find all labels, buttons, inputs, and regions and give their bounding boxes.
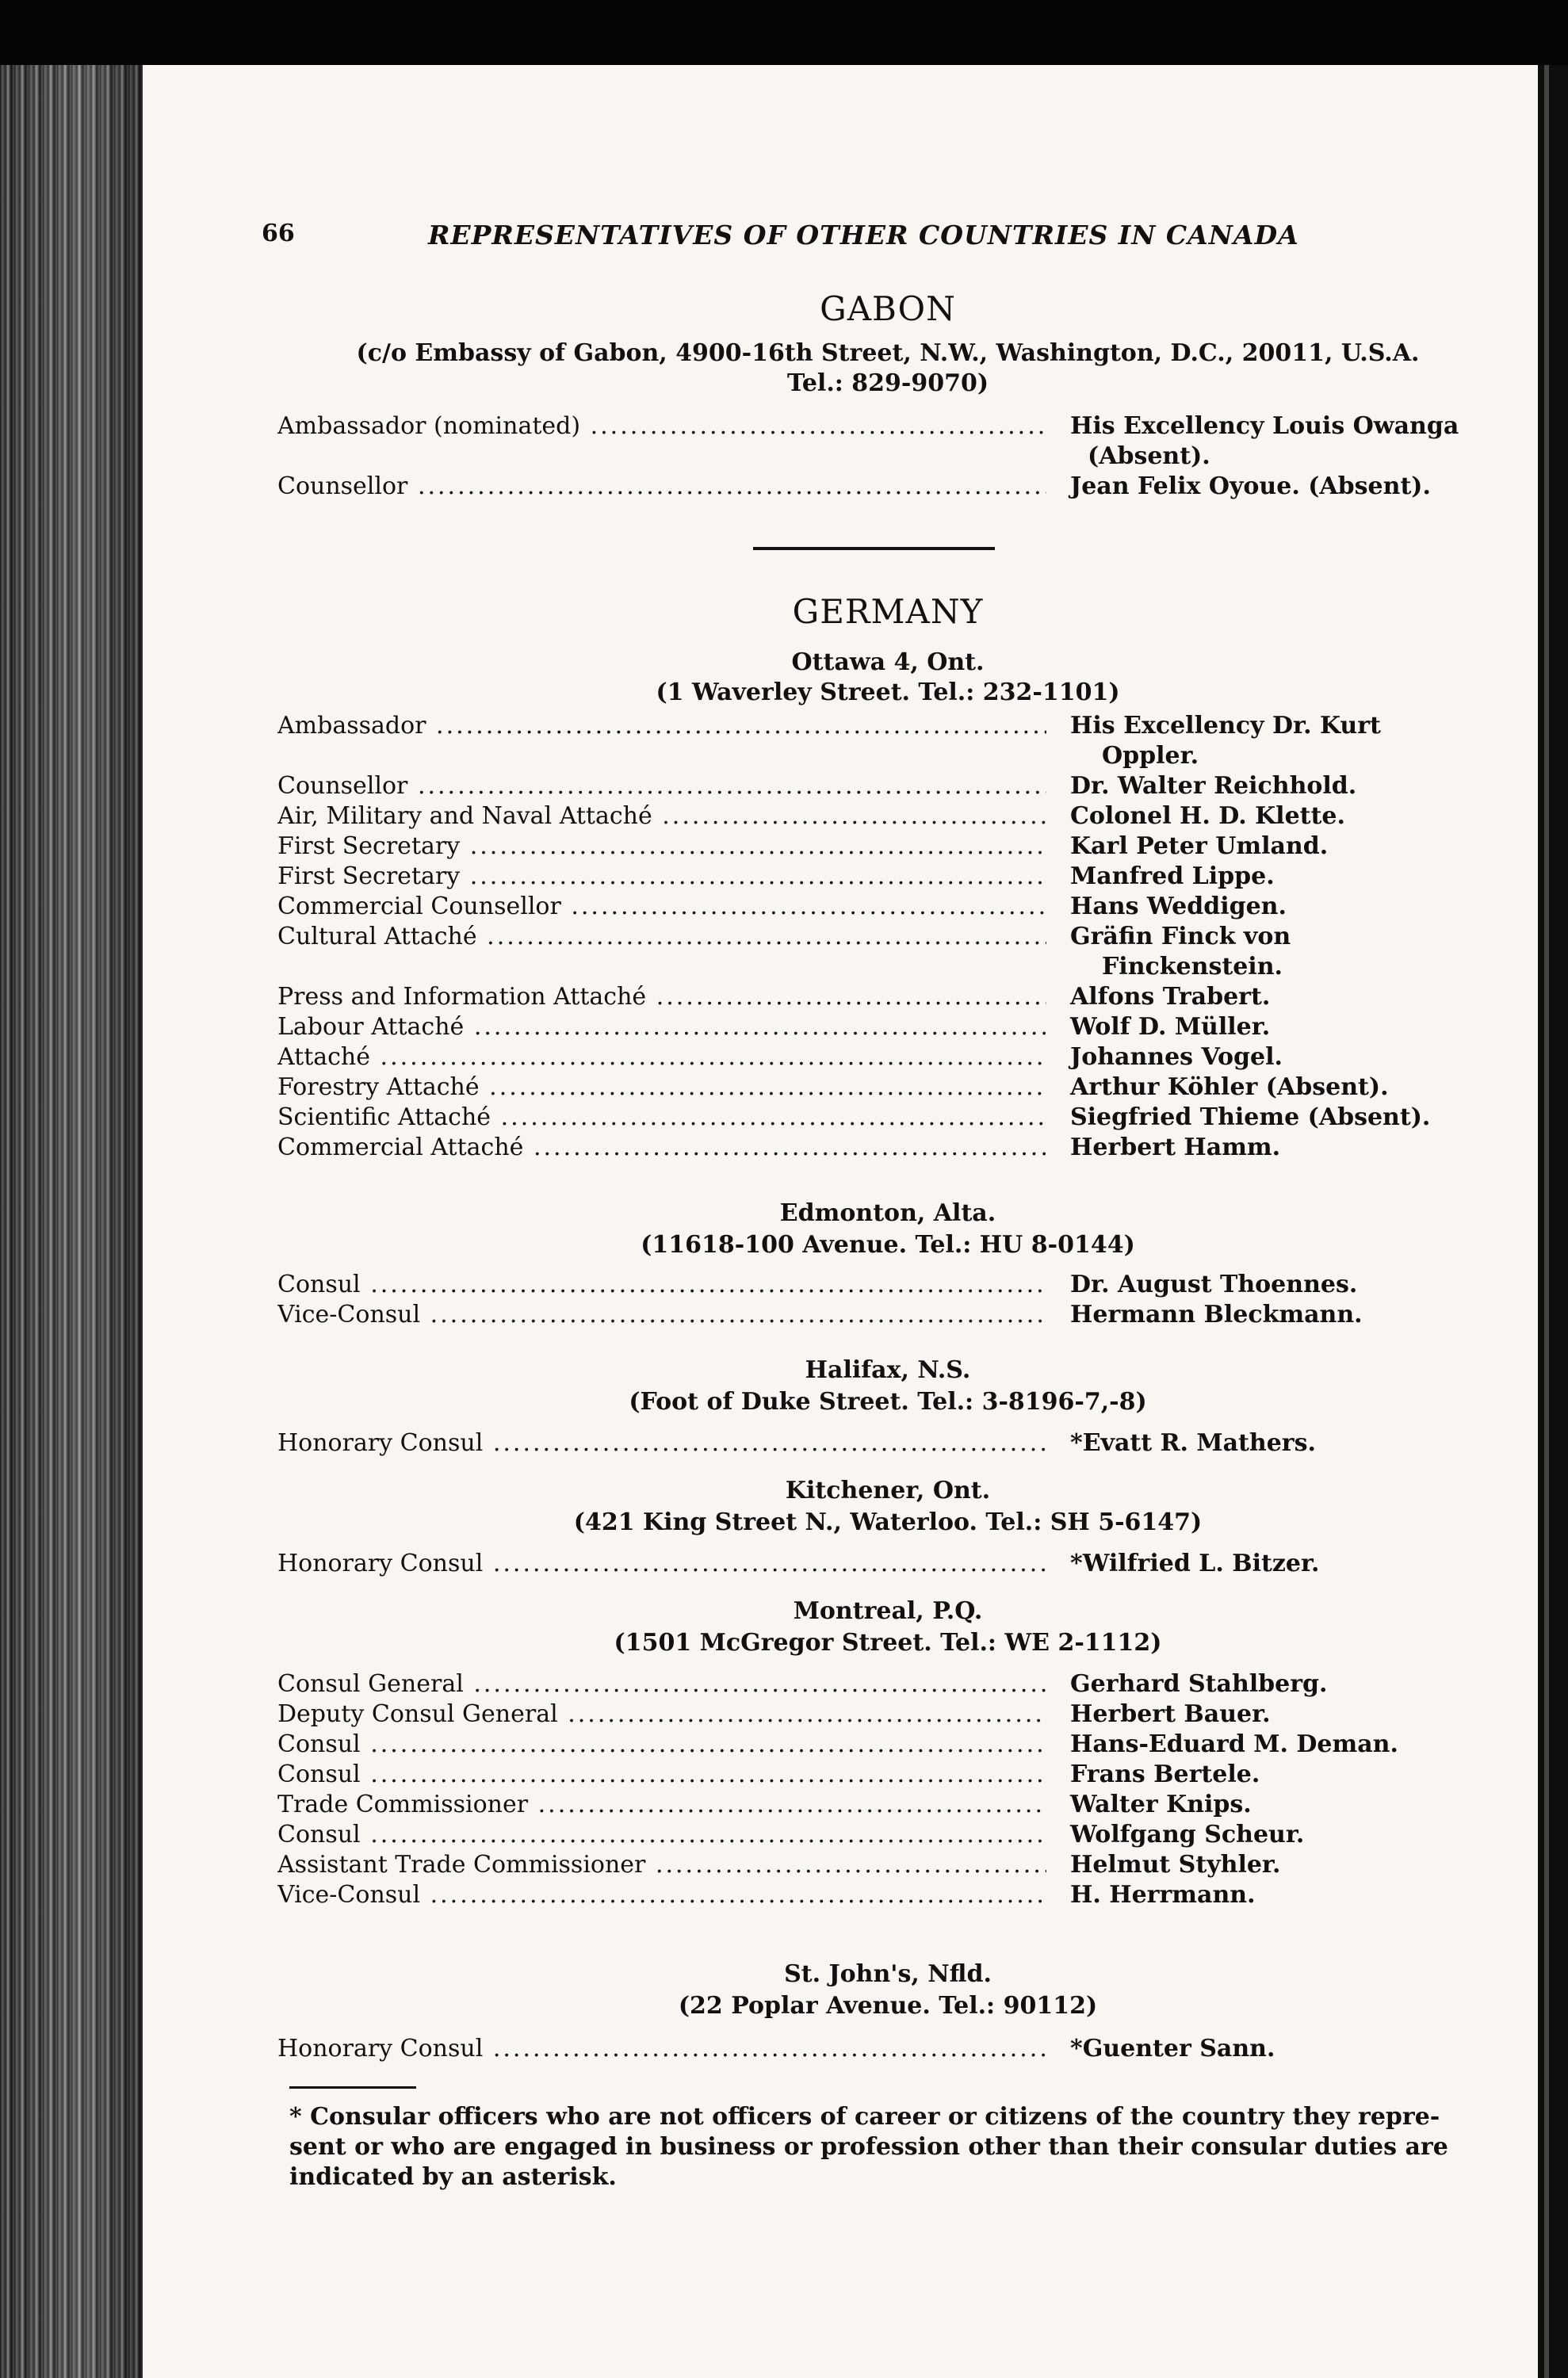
halifax-listing (277, 1428, 1498, 1459)
position-title: Trade Commissioner ..... (277, 1790, 1046, 1820)
position-title: Honorary Consul ..... (277, 1428, 1046, 1459)
officer-name: Johannes Vogel. (1070, 1043, 1283, 1071)
ottawa-address: (1 Waverley Street. Tel.: 232-1101) (656, 679, 1120, 706)
scan-top-border (0, 0, 1568, 65)
halifax-address: (Foot of Duke Street. Tel.: 3-8196-7,-8) (629, 1388, 1147, 1416)
listing-row (277, 1850, 1498, 1880)
officer-name: Alfons Trabert. (1070, 983, 1271, 1011)
running-title: REPRESENTATIVES OF OTHER COUNTRIES IN CANADA (428, 220, 1299, 250)
position-title: Ambassador ..... (277, 711, 1046, 741)
listing-row (277, 472, 1498, 502)
officer-name: Wolf D. Müller. (1070, 1013, 1271, 1041)
edmonton-city: Edmonton, Alta. (779, 1199, 996, 1227)
position-title: Counsellor ..... (277, 771, 1046, 801)
officer-name: Arthur Köhler (Absent). (1070, 1073, 1389, 1101)
footnote-line: * Consular officers who are not officers of career or citizens of the country they repre- (289, 2103, 1440, 2131)
position-title: Scientific Attaché ..... (277, 1103, 1046, 1133)
officer-name: Karl Peter Umland. (1070, 832, 1329, 860)
position-title: Honorary Consul ..... (277, 2034, 1046, 2064)
officer-name: *Evatt R. Mathers. (1070, 1429, 1316, 1457)
listing-row (277, 1790, 1498, 1820)
position-title: Press and Information Attaché ..... (277, 982, 1046, 1012)
officer-name: H. Herrmann. (1070, 1881, 1256, 1909)
listing-row (277, 922, 1498, 982)
officer-name: Herbert Hamm. (1070, 1134, 1281, 1161)
listing-row (277, 1270, 1498, 1300)
position-title: Consul ..... (277, 1730, 1046, 1760)
officer-name: Hans-Eduard M. Deman. (1070, 1730, 1398, 1758)
book-page (143, 65, 1538, 2378)
germany-heading: GERMANY (792, 592, 984, 631)
listing-row (277, 1820, 1498, 1850)
gabon-listing (277, 411, 1498, 502)
listing-row (277, 711, 1498, 771)
gabon-heading: GABON (820, 289, 956, 328)
position-title: Cultural Attaché ..... (277, 922, 1046, 952)
gabon-address-line1: (c/o Embassy of Gabon, 4900-16th Street, N.W., Washington, D.C., 20011, U.S.A. (356, 339, 1420, 367)
listing-row (277, 801, 1498, 832)
scan-right-border (1538, 65, 1568, 2378)
position-title: Consul ..... (277, 1760, 1046, 1790)
edmonton-address: (11618-100 Avenue. Tel.: HU 8-0144) (641, 1231, 1135, 1259)
officer-name: Jean Felix Oyoue. (Absent). (1070, 472, 1431, 500)
listing-row (277, 771, 1498, 801)
listing-row (277, 1072, 1498, 1103)
position-title: Ambassador (nominated) ..... (277, 411, 1046, 442)
listing-row (277, 1669, 1498, 1699)
position-title: Assistant Trade Commissioner ..... (277, 1850, 1046, 1880)
kitchener-city: Kitchener, Ont. (785, 1477, 991, 1504)
officer-name: Helmut Styhler. (1070, 1851, 1281, 1879)
position-title: Labour Attaché ..... (277, 1012, 1046, 1042)
listing-row (277, 892, 1498, 922)
listing-row (277, 1428, 1498, 1459)
listing-row (277, 982, 1498, 1012)
page-number: 66 (262, 220, 295, 247)
section-divider (753, 547, 995, 550)
edmonton-listing (277, 1270, 1498, 1330)
officer-name: *Guenter Sann. (1070, 2035, 1275, 2063)
listing-row (277, 1103, 1498, 1133)
officer-name: His Excellency Dr. Kurt Oppler. (1070, 712, 1381, 770)
officer-name: Wolfgang Scheur. (1070, 1821, 1305, 1848)
book-spine-shade (0, 65, 143, 2378)
halifax-city: Halifax, N.S. (805, 1356, 971, 1384)
montreal-address: (1501 McGregor Street. Tel.: WE 2-1112) (614, 1629, 1162, 1657)
officer-name: Siegfried Thieme (Absent). (1070, 1103, 1431, 1131)
position-title: Honorary Consul ..... (277, 1549, 1046, 1579)
montreal-listing (277, 1669, 1498, 1910)
montreal-city: Montreal, P.Q. (793, 1597, 983, 1625)
position-title: Consul ..... (277, 1270, 1046, 1300)
listing-row (277, 1300, 1498, 1330)
officer-name: *Wilfried L. Bitzer. (1070, 1550, 1320, 1577)
ottawa-listing (277, 711, 1498, 1163)
position-title: Vice-Consul ..... (277, 1880, 1046, 1910)
running-header (143, 220, 1538, 259)
officer-name: Gerhard Stahlberg. (1070, 1670, 1328, 1698)
listing-row (277, 862, 1498, 892)
listing-row (277, 1880, 1498, 1910)
stjohns-listing (277, 2034, 1498, 2064)
footnote-line: sent or who are engaged in business or profession other than their consular duties are (289, 2133, 1448, 2161)
officer-name: His Excellency Louis Owanga (Absent). (1070, 412, 1459, 470)
officer-name: Hermann Bleckmann. (1070, 1301, 1363, 1329)
position-title: Attaché ..... (277, 1042, 1046, 1072)
officer-name: Dr. Walter Reichhold. (1070, 772, 1357, 800)
listing-row (277, 1042, 1498, 1072)
officer-name: Dr. August Thoennes. (1070, 1271, 1358, 1298)
gabon-address-line2: Tel.: 829-9070) (786, 369, 989, 397)
kitchener-listing (277, 1549, 1498, 1579)
listing-row (277, 1012, 1498, 1042)
footnote-rule (289, 2086, 416, 2089)
kitchener-address: (421 King Street N., Waterloo. Tel.: SH 5-6147) (573, 1508, 1203, 1536)
listing-row (277, 1133, 1498, 1163)
listing-row (277, 2034, 1498, 2064)
listing-row (277, 1699, 1498, 1730)
listing-row (277, 1760, 1498, 1790)
listing-row (277, 1549, 1498, 1579)
officer-name: Colonel H. D. Klette. (1070, 802, 1345, 830)
officer-name: Walter Knips. (1070, 1791, 1252, 1818)
officer-name: Manfred Lippe. (1070, 862, 1275, 890)
position-title: Commercial Counsellor ..... (277, 892, 1046, 922)
officer-name: Frans Bertele. (1070, 1761, 1260, 1788)
position-title: Counsellor ..... (277, 472, 1046, 502)
position-title: Deputy Consul General ..... (277, 1699, 1046, 1730)
footnote-line: indicated by an asterisk. (289, 2163, 617, 2191)
position-title: Air, Military and Naval Attaché ..... (277, 801, 1046, 832)
position-title: First Secretary ..... (277, 862, 1046, 892)
stjohns-address: (22 Poplar Avenue. Tel.: 90112) (678, 1992, 1098, 2020)
ottawa-city: Ottawa 4, Ont. (791, 648, 985, 676)
footnote (289, 2102, 1502, 2193)
position-title: Consul General ..... (277, 1669, 1046, 1699)
position-title: Vice-Consul ..... (277, 1300, 1046, 1330)
officer-name: Herbert Bauer. (1070, 1700, 1271, 1728)
officer-name: Gräfin Finck von Finckenstein. (1070, 923, 1291, 981)
position-title: First Secretary ..... (277, 832, 1046, 862)
position-title: Commercial Attaché ..... (277, 1133, 1046, 1163)
officer-name: Hans Weddigen. (1070, 893, 1287, 920)
listing-row (277, 411, 1498, 472)
position-title: Consul ..... (277, 1820, 1046, 1850)
stjohns-city: St. John's, Nfld. (784, 1960, 992, 1988)
listing-row (277, 832, 1498, 862)
position-title: Forestry Attaché ..... (277, 1072, 1046, 1103)
listing-row (277, 1730, 1498, 1760)
